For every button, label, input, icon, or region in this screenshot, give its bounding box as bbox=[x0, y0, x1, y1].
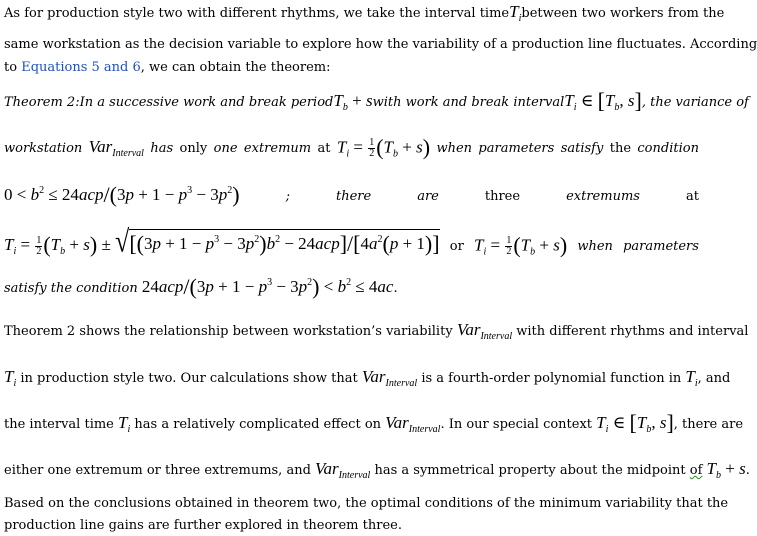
word: only bbox=[179, 141, 208, 157]
math-midpoint-extremum: $T_i$ = $\frac{1}{2}$ $(T_b + s)$ bbox=[473, 232, 568, 257]
p2-line-3 bbox=[4, 410, 744, 439]
math-Ti: $T_i$ bbox=[4, 367, 17, 389]
theorem-line-c bbox=[4, 182, 699, 206]
p2-text: either one extremum or three extremums, and bbox=[4, 463, 311, 478]
word: parameters bbox=[623, 239, 699, 254]
math-interval-range: $T_i$ ∈ [$T_b$, s] bbox=[596, 410, 674, 435]
word: at bbox=[317, 141, 331, 157]
word: has bbox=[150, 141, 174, 157]
word: are bbox=[417, 189, 439, 204]
p2-text: . In our special context bbox=[440, 417, 593, 432]
p2-line-5: Based on the conclusions obtained in theorem two, the optimal conditions of the minimum variability that the bbox=[4, 496, 729, 511]
theorem-text-a1: In a successive work and break period bbox=[79, 95, 334, 110]
p2-line-4 bbox=[4, 459, 750, 485]
p1-line-2: same workstation as the decision variable to explore how the variability of a production line fluctuates. According bbox=[4, 37, 757, 52]
math-single-extremum: $T_i$ = $\frac{1}{2}$ $(T_b + s)$ bbox=[336, 134, 431, 160]
math-var-interval: Var$_{Interval}$ bbox=[88, 137, 144, 160]
theorem-line-d bbox=[4, 224, 699, 261]
p2-text: , there are bbox=[673, 417, 744, 432]
math-var-interval: Var$_{Interval}$ bbox=[385, 413, 441, 435]
math-interval-range: $T_i$ ∈ [$T_b$, s] bbox=[564, 88, 642, 113]
p2-line-6: production line gains are further explored in theorem three. bbox=[4, 518, 402, 533]
math-Tb-plus-s: $T_b + s$ bbox=[706, 459, 746, 481]
math-condition-1: $0 < b^2 \le 24acp/(3p + 1 - p^3 - 3p^2)$ bbox=[4, 182, 240, 207]
period: . bbox=[393, 281, 398, 296]
word: parameters bbox=[478, 141, 555, 157]
word: workstation bbox=[4, 141, 83, 157]
word: extremum bbox=[243, 141, 312, 157]
math-var-interval: Var$_{Interval}$ bbox=[361, 367, 418, 389]
theorem-line-a bbox=[4, 88, 749, 117]
word: satisfy bbox=[560, 141, 604, 157]
p1-line-1 bbox=[4, 2, 725, 28]
math-condition-2: $24acp/(3p + 1 - p^3 - 3p^2) < b^2 \le 4ac$ bbox=[141, 274, 394, 299]
p2-text: has a symmetrical property about the midpoint bbox=[374, 463, 686, 478]
theorem-line-b bbox=[4, 134, 699, 163]
math-Ti: $T_i$ bbox=[509, 2, 522, 24]
p2-text: has a relatively complicated effect on bbox=[134, 417, 382, 432]
p2-text: the interval time bbox=[4, 417, 114, 432]
word: extremums bbox=[566, 189, 640, 204]
math-Tb-plus-s: $T_b + s$ bbox=[333, 91, 373, 113]
math-Ti: $T_i$ bbox=[118, 413, 131, 435]
word: at bbox=[685, 189, 699, 204]
theorem-text-a3: , the variance of bbox=[641, 95, 749, 110]
p1-text-3a: to bbox=[4, 60, 18, 75]
p1-line-3 bbox=[4, 59, 699, 77]
math-three-extremums: $T_i$ = $\frac{1}{2}$ $(T_b + s)$ ± √ $[(3p + 1 - p^3 - 3p^2)b^2 - 24acp]/[4a^2(p + 1)]$ bbox=[4, 224, 440, 259]
p2-text: . bbox=[745, 463, 750, 478]
word: there bbox=[335, 189, 372, 204]
theorem-line-e bbox=[4, 274, 699, 298]
grammar-underline-of: of bbox=[689, 463, 703, 478]
p2-text: in production style two. Our calculations show that bbox=[20, 371, 358, 386]
math-var-interval: Var$_{Interval}$ bbox=[315, 459, 371, 481]
p2-text: , and bbox=[697, 371, 731, 386]
equations-link[interactable]: Equations 5 and 6 bbox=[21, 60, 141, 75]
word: three bbox=[484, 189, 521, 204]
p2-line-1 bbox=[4, 320, 749, 346]
math-var-interval: Var$_{Interval}$ bbox=[456, 320, 513, 342]
p1-text-1b: between two workers from the bbox=[521, 6, 725, 21]
p2-text: Theorem 2 shows the relationship between workstation’s variability bbox=[4, 324, 453, 339]
p1-text-1a: As for production style two with different rhythms, we take the interval time bbox=[4, 6, 510, 21]
theorem-text-a2: with work and break interval bbox=[372, 95, 565, 110]
math-Ti: $T_i$ bbox=[685, 367, 698, 389]
word: condition bbox=[637, 141, 699, 157]
p1-text-3b: , we can obtain the theorem: bbox=[140, 60, 331, 75]
word: when bbox=[577, 239, 613, 254]
p2-text: is a fourth-order polynomial function in bbox=[421, 371, 682, 386]
theorem-label: Theorem 2: bbox=[4, 95, 80, 110]
p2-text: with different rhythms and interval bbox=[516, 324, 749, 339]
theorem-text-e: satisfy the condition bbox=[4, 281, 138, 296]
word: when bbox=[436, 141, 473, 157]
word: ; bbox=[285, 189, 290, 204]
word: one bbox=[213, 141, 238, 157]
p2-line-2 bbox=[4, 367, 731, 393]
word: or bbox=[449, 239, 464, 254]
word: the bbox=[609, 141, 632, 157]
